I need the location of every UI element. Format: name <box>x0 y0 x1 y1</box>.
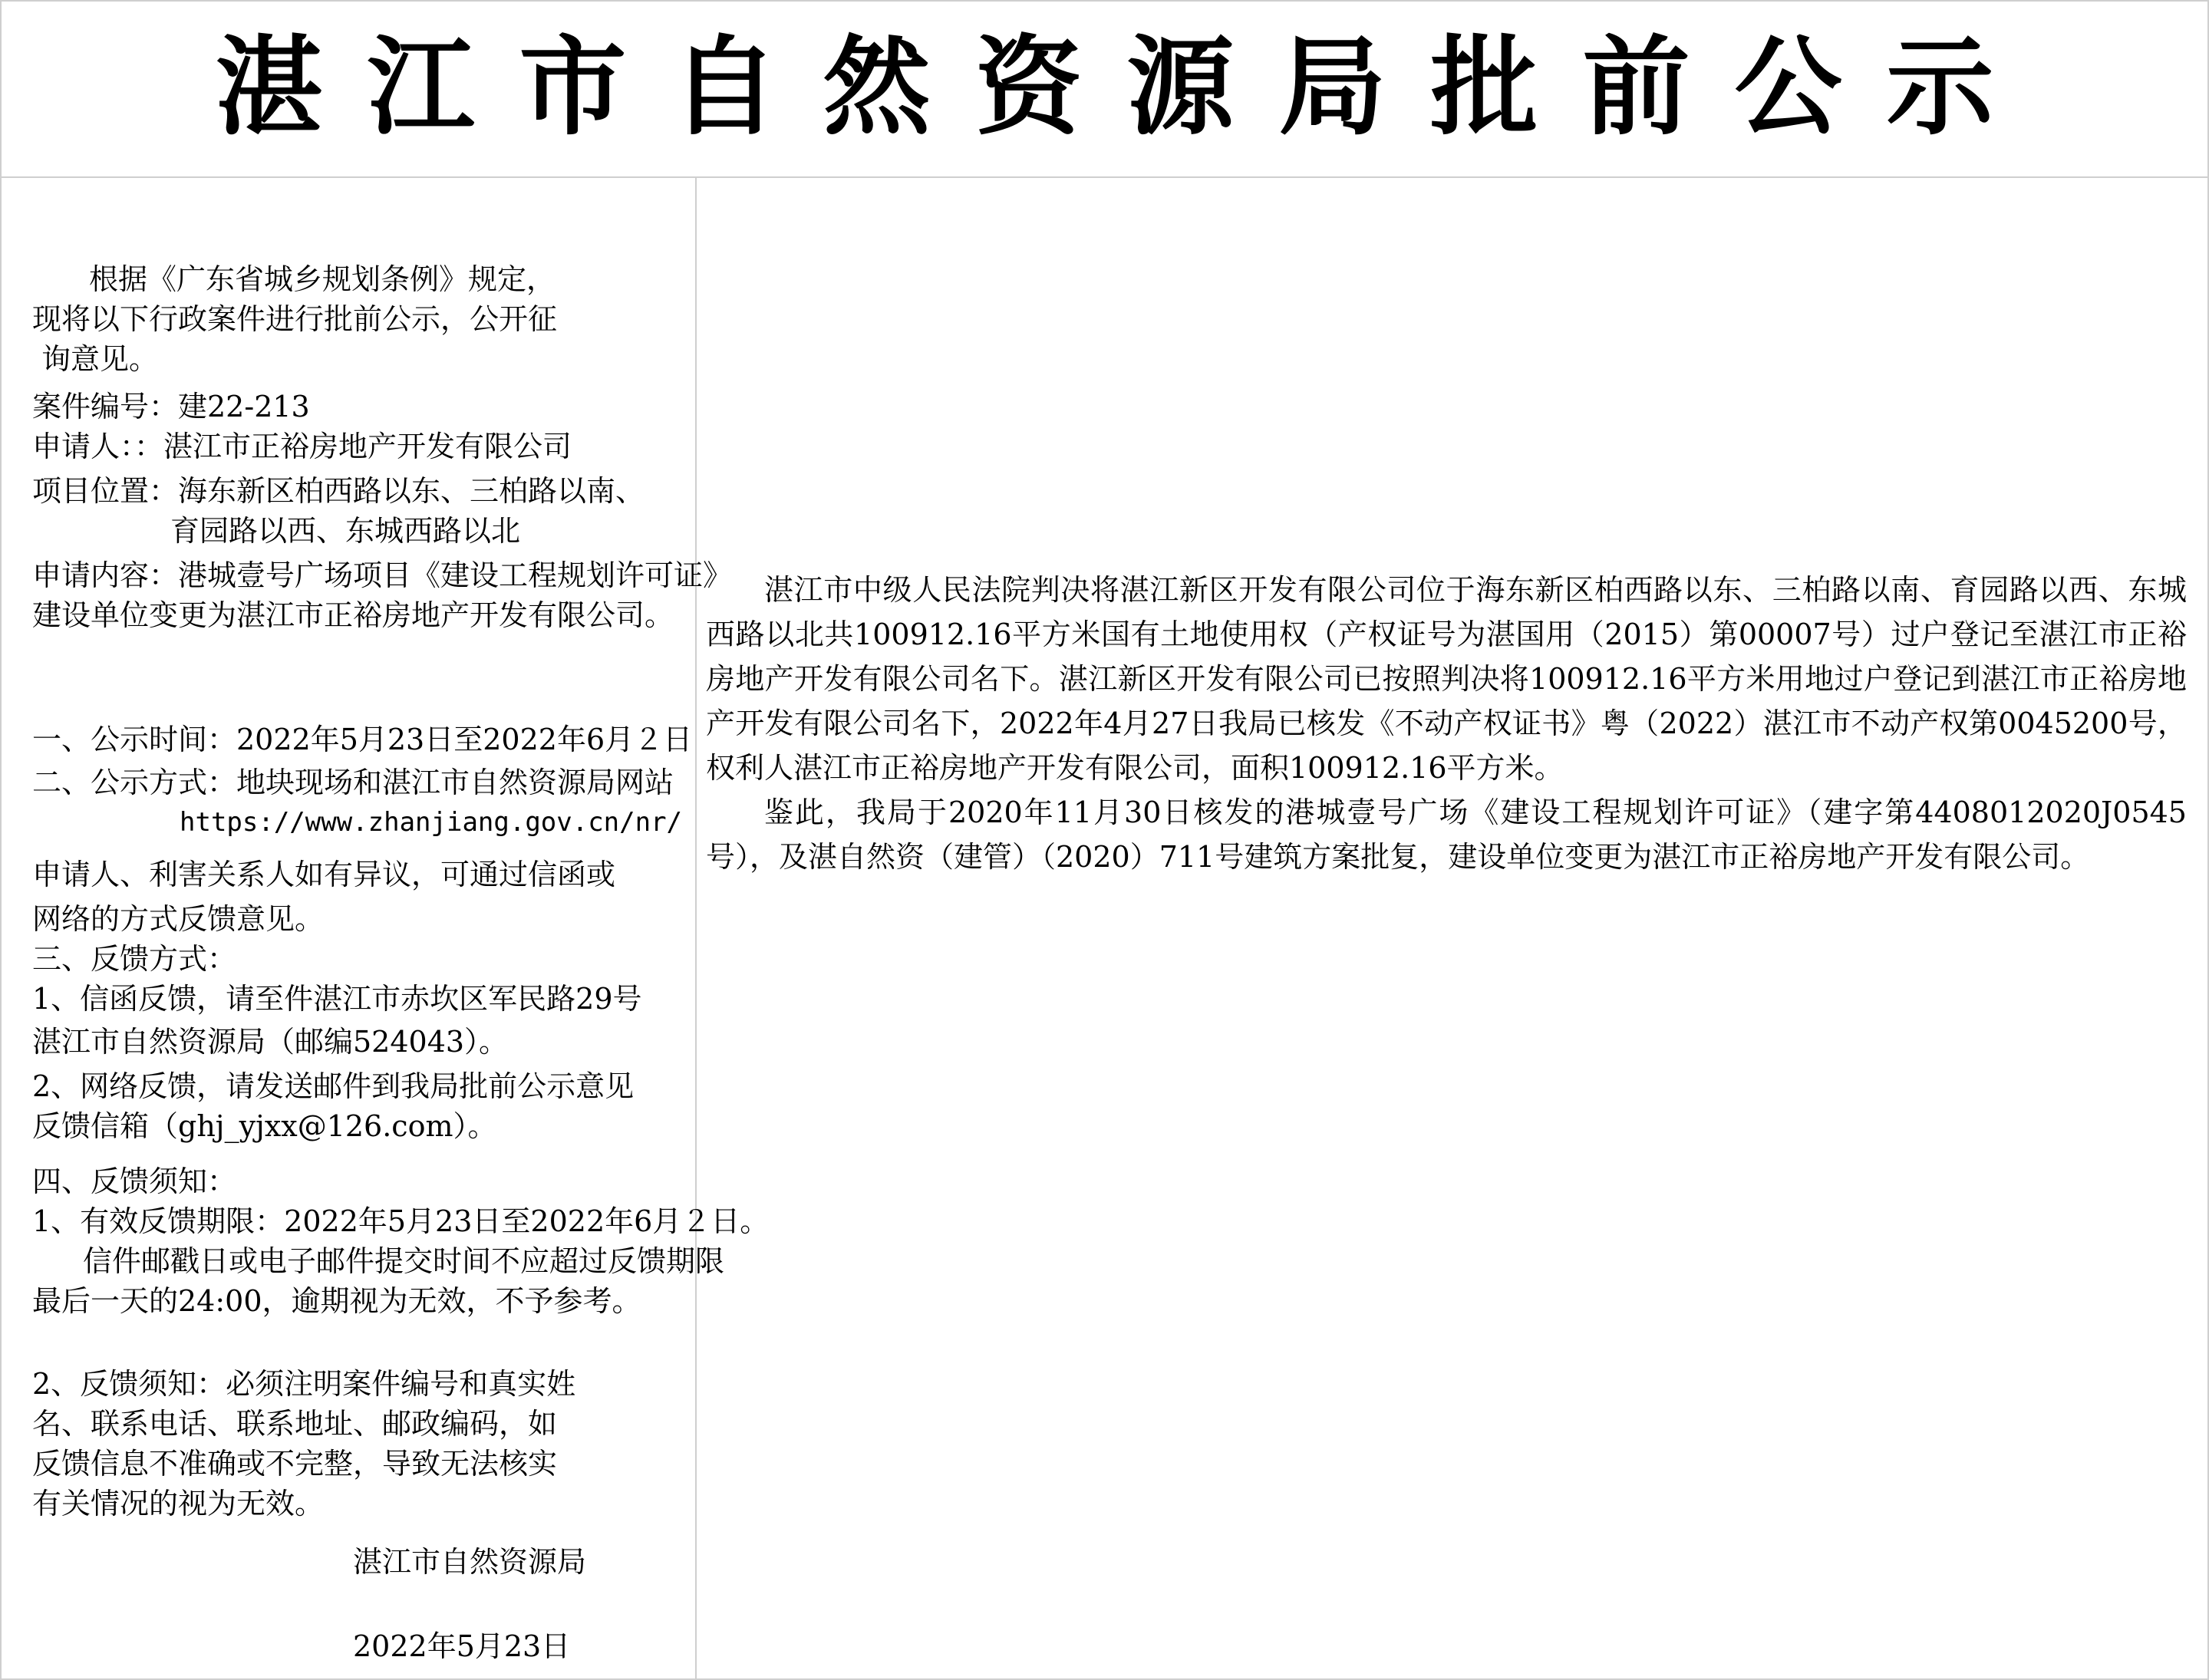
notice-1-line-2: 信件邮戳日或电子邮件提交时间不应超过反馈期限 <box>83 1244 725 1278</box>
right-column <box>706 568 2187 879</box>
column-divider <box>695 178 697 1680</box>
page-title: 湛江市自然资源局批前公示 <box>215 25 2039 150</box>
notice-2-line-4: 有关情况的视为无效。 <box>32 1487 325 1520</box>
title-banner <box>0 0 2209 178</box>
intro-line-2: 现将以下行政案件进行批前公示，公开征 <box>32 302 558 336</box>
feedback-email-line-1: 2、网络反馈，请发送邮件到我局批前公示意见 <box>32 1069 635 1103</box>
permit-change-paragraph: 鉴此，我局于2020年11月30日核发的港城壹号广场《建设工程规划许可证》（建字第4408012020J0545号），及湛自然资（建管）（2020）711号建筑方案批复，建设单位变更为湛江市正裕房地产开发有限公司。 <box>706 796 2187 874</box>
feedback-mail-line-1: 1、信函反馈，请至件湛江市赤坎区军民路29号 <box>32 982 642 1016</box>
objection-line-2: 网络的方式反馈意见。 <box>32 902 325 936</box>
notice-1-line-1: 1、有效反馈期限：2022年5月23日至2022年6月２日。 <box>32 1204 770 1238</box>
notice-method: 二、公示方式：地块现场和湛江市自然资源局网站 <box>32 766 674 799</box>
feedback-email-line-2[interactable]: 反馈信箱（ghj_yjxx@126.com）。 <box>32 1109 497 1143</box>
applicant: 申请人：：湛江市正裕房地产开发有限公司 <box>32 430 572 463</box>
location-line-1: 项目位置：海东新区柏西路以东、三柏路以南、 <box>32 474 645 508</box>
case-number: 案件编号：建22-213 <box>32 390 310 423</box>
intro-line-1: 根据《广东省城乡规划条例》规定， <box>89 262 556 296</box>
signature: 湛江市自然资源局 <box>353 1545 587 1579</box>
objection-line-1: 申请人、利害关系人如有异议，可通过信函或 <box>32 858 616 891</box>
feedback-heading: 三、反馈方式： <box>32 942 237 976</box>
content-line-2: 建设单位变更为湛江市正裕房地产开发有限公司。 <box>32 598 674 632</box>
notice-period: 一、公示时间：2022年5月23日至2022年6月２日 <box>32 723 693 756</box>
judgment-paragraph: 湛江市中级人民法院判决将湛江新区开发有限公司位于海东新区柏西路以东、三柏路以南、育园路以西、东城西路以北共100912.16平方米国有土地使用权（产权证号为湛国用（2015）第00007号）过户登记至湛江市正裕房地产开发有限公司名下。湛江新区开发有限公司已按照判决将100912.16平方米用地过户登记到湛江市正裕房地产开发有限公司名下，2022年4月27日我局已核发《不动产权证书》粤（2022）湛江市不动产权第0045200号，权利人湛江市正裕房地产开发有限公司，面积100912.16平方米。 <box>706 573 2187 785</box>
location-line-2: 育园路以西、东城西路以北 <box>170 514 521 548</box>
content-line-1: 申请内容：港城壹号广场项目《建设工程规划许可证》 <box>32 558 733 592</box>
notice-1-line-3: 最后一天的24:00，逾期视为无效，不予参考。 <box>32 1284 641 1318</box>
notice-2-line-1: 2、反馈须知：必须注明案件编号和真实姓 <box>32 1367 576 1401</box>
notice-2-line-3: 反馈信息不准确或不完整，导致无法核实 <box>32 1447 558 1481</box>
website-link[interactable]: https://www.zhanjiang.gov.cn/nr/ <box>180 807 683 838</box>
intro-line-3: 询意见。 <box>41 342 159 376</box>
notice-date: 2022年5月23日 <box>353 1629 571 1663</box>
feedback-mail-line-2: 湛江市自然资源局（邮编524043）。 <box>32 1025 509 1059</box>
notice-2-line-2: 名、联系电话、联系地址、邮政编码，如 <box>32 1407 558 1441</box>
notice-heading: 四、反馈须知： <box>32 1164 237 1198</box>
